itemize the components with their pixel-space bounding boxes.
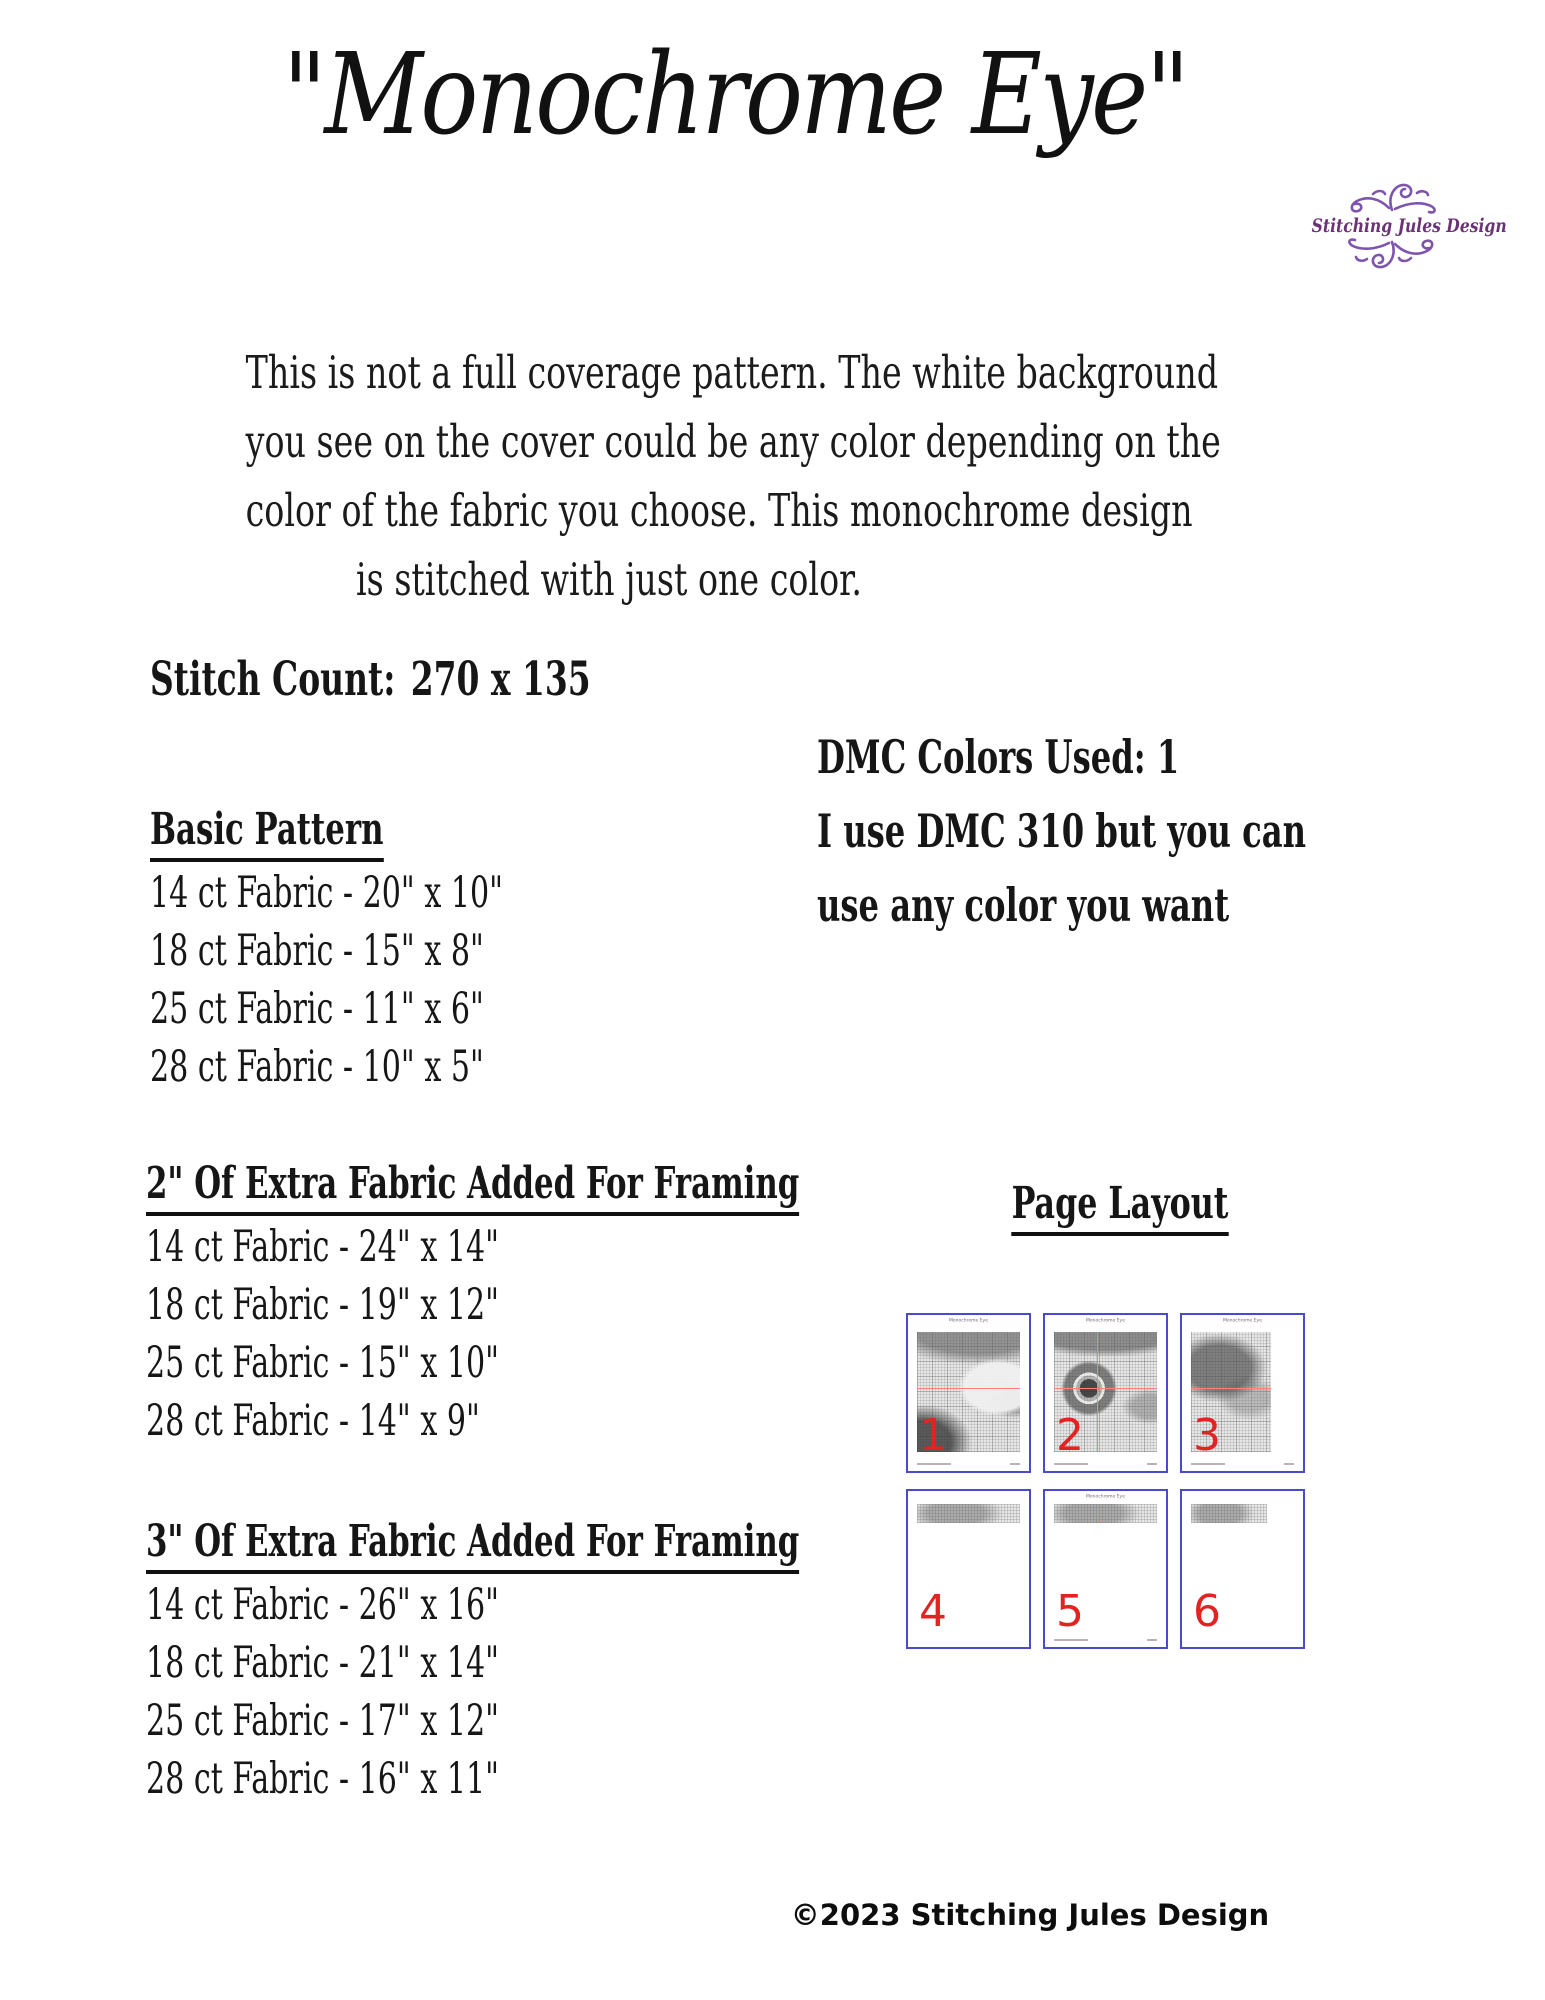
thumbnail-footer-bar: [1010, 1463, 1020, 1465]
brand-logo-text: Stitching Jules Design: [1311, 215, 1507, 237]
thumbnail-header: Monochrome Eye: [1086, 1318, 1125, 1323]
intro-line: This is not a full coverage pattern. The white background: [245, 346, 1219, 399]
dmc-line: use any color you want: [817, 878, 1230, 932]
stitch-count: [150, 652, 591, 707]
thumbnail-footer-bar: [1054, 1639, 1088, 1641]
crosshair-line: [1054, 1388, 1157, 1389]
thumbnail-page-number: 5: [1056, 1586, 1084, 1637]
dmc-line: DMC Colors Used: 1: [817, 730, 1180, 784]
crosshair-line: [917, 1388, 1020, 1389]
stitch-count-value: 270 x 135: [410, 652, 591, 707]
fabric-size-item: 25 ct Fabric - 11" x 6": [150, 984, 484, 1034]
thumbnail-footer-bar: [917, 1463, 951, 1465]
page-thumbnail-3: [1180, 1313, 1305, 1473]
fabric-size-item: 25 ct Fabric - 15" x 10": [146, 1338, 500, 1388]
fabric-size-item: 28 ct Fabric - 16" x 11": [146, 1754, 500, 1804]
section-items-basic-pattern: [150, 864, 503, 1096]
section-items-framing-2in: [146, 1218, 499, 1450]
section-heading-basic-pattern: Basic Pattern: [150, 804, 383, 862]
fabric-size-item: 14 ct Fabric - 24" x 14": [146, 1222, 500, 1272]
page-thumbnail-2: [1043, 1313, 1168, 1473]
chart-strip-image: [917, 1504, 1020, 1523]
fabric-size-item: 18 ct Fabric - 19" x 12": [146, 1280, 500, 1330]
dmc-colors-note: [817, 720, 1306, 942]
thumbnail-page-number: 4: [919, 1586, 947, 1637]
brand-logo: [1294, 176, 1507, 276]
fabric-size-item: 14 ct Fabric - 26" x 16": [146, 1580, 500, 1630]
page-thumbnail-1: [906, 1313, 1031, 1473]
fabric-size-item: 28 ct Fabric - 10" x 5": [150, 1042, 484, 1092]
fabric-size-item: 14 ct Fabric - 20" x 10": [150, 868, 504, 918]
fabric-size-item: 28 ct Fabric - 14" x 9": [146, 1396, 480, 1446]
page-thumbnail-5: [1043, 1489, 1168, 1649]
thumbnail-footer-bar: [1147, 1639, 1157, 1641]
stitch-count-label: Stitch Count:: [150, 652, 396, 707]
page-layout-grid: [906, 1313, 1305, 1649]
chart-strip-image: [1054, 1504, 1157, 1523]
fabric-size-item: 18 ct Fabric - 21" x 14": [146, 1638, 500, 1688]
flourish-bottom-icon: [1329, 238, 1455, 276]
page-title: "Monochrome Eye": [282, 30, 1188, 160]
thumbnail-header: Monochrome Eye: [949, 1318, 988, 1323]
chart-strip-image: [1191, 1504, 1267, 1523]
intro-line: color of the fabric you choose. This monochrome design: [245, 484, 1193, 537]
thumbnail-footer-bar: [1284, 1463, 1294, 1465]
thumbnail-footer-bar: [1147, 1463, 1157, 1465]
section-heading-framing-2in: 2" Of Extra Fabric Added For Framing: [146, 1158, 799, 1216]
fabric-size-item: 25 ct Fabric - 17" x 12": [146, 1696, 500, 1746]
thumbnail-page-number: 6: [1193, 1586, 1221, 1637]
crosshair-line: [1097, 1504, 1098, 1523]
page-thumbnail-6: [1180, 1489, 1305, 1649]
page-layout-heading: Page Layout: [990, 1178, 1249, 1236]
thumbnail-footer-bar: [1191, 1463, 1225, 1465]
fabric-size-item: 18 ct Fabric - 15" x 8": [150, 926, 484, 976]
page-thumbnail-4: [906, 1489, 1031, 1649]
thumbnail-page-number: 2: [1056, 1410, 1084, 1461]
section-heading-framing-3in: 3" Of Extra Fabric Added For Framing: [146, 1516, 799, 1574]
intro-line: is stitched with just one color.: [356, 553, 862, 606]
footer-copyright: ©2023 Stitching Jules Design: [790, 1898, 1270, 1932]
intro-line: you see on the cover could be any color depending on the: [245, 415, 1221, 468]
thumbnail-page-number: 1: [919, 1410, 947, 1461]
thumbnail-header: Monochrome Eye: [1223, 1318, 1262, 1323]
dmc-line: I use DMC 310 but you can: [817, 804, 1307, 858]
thumbnail-header: Monochrome Eye: [1086, 1494, 1125, 1499]
section-items-framing-3in: [146, 1576, 499, 1808]
crosshair-line: [1097, 1332, 1098, 1452]
intro-paragraph: [245, 338, 1221, 614]
flourish-top-icon: [1329, 176, 1455, 214]
thumbnail-page-number: 3: [1193, 1410, 1221, 1461]
thumbnail-footer-bar: [1054, 1463, 1088, 1465]
crosshair-line: [1191, 1388, 1271, 1389]
